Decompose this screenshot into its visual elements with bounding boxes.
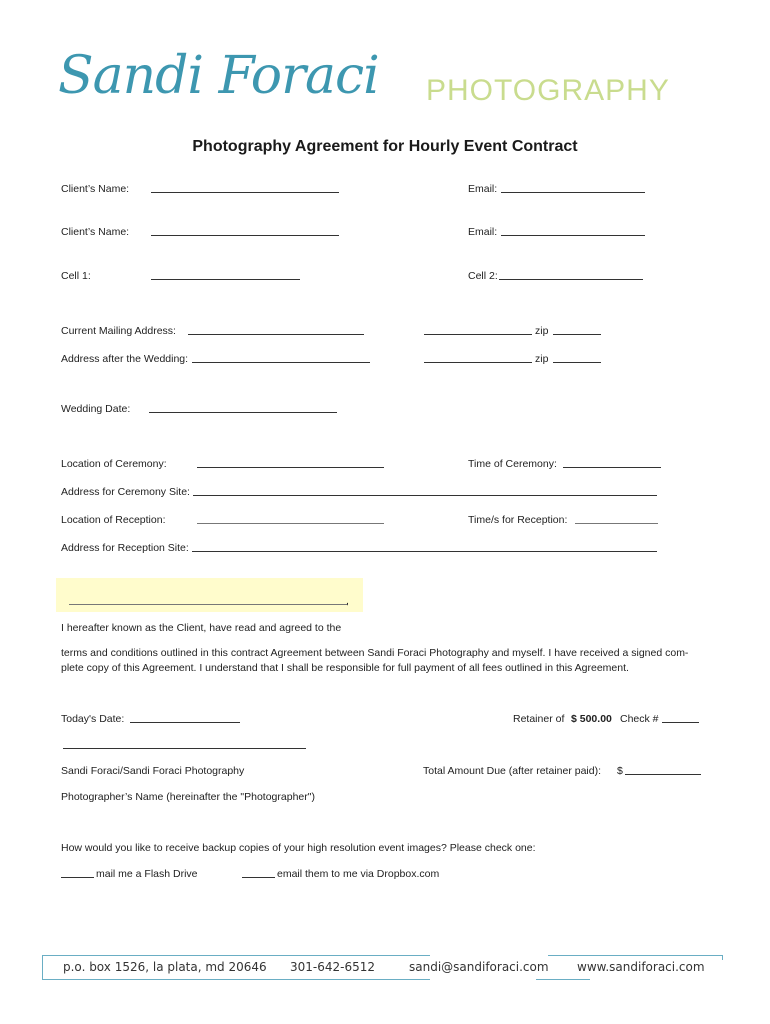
footer-border-left bbox=[42, 955, 43, 980]
zip-label: zip bbox=[535, 353, 549, 365]
flash-drive-option: mail me a Flash Drive bbox=[96, 868, 198, 880]
client-signature-box[interactable] bbox=[56, 578, 363, 612]
email-2-field[interactable] bbox=[501, 235, 645, 236]
cell-1-field[interactable] bbox=[151, 279, 300, 280]
time-ceremony-field[interactable] bbox=[563, 467, 661, 468]
location-ceremony-label: Location of Ceremony: bbox=[61, 458, 167, 470]
page-title: Photography Agreement for Hourly Event Contract bbox=[192, 138, 578, 155]
logo-photography-text: PHOTOGRAPHY bbox=[426, 74, 670, 107]
address-after-wedding-label: Address after the Wedding: bbox=[61, 353, 189, 365]
current-mailing-city-field[interactable] bbox=[424, 334, 532, 335]
footer-border-top-2 bbox=[290, 955, 430, 956]
footer-border-top-1 bbox=[42, 955, 294, 956]
client-name-2-label: Client’s Name: bbox=[61, 226, 130, 238]
footer-border-top-3 bbox=[548, 955, 723, 956]
comma: , bbox=[346, 595, 349, 607]
photographer-signature-line[interactable] bbox=[63, 748, 306, 749]
agreement-line-2: terms and conditions outlined in this contract Agreement between Sandi Foraci Photography and myself. I have received a signed com- bbox=[61, 647, 689, 659]
location-reception-label: Location of Reception: bbox=[61, 514, 166, 526]
wedding-date-field[interactable] bbox=[149, 412, 337, 413]
check-number-label: Check # bbox=[620, 713, 659, 725]
photographer-company: Sandi Foraci/Sandi Foraci Photography bbox=[61, 765, 245, 777]
footer-address: p.o. box 1526, la plata, md 20646 bbox=[63, 960, 267, 974]
flash-drive-checkbox-line[interactable] bbox=[61, 877, 94, 878]
dropbox-option: email them to me via Dropbox.com bbox=[277, 868, 440, 880]
location-ceremony-field[interactable] bbox=[197, 467, 384, 468]
agreement-line-3: plete copy of this Agreement. I understand that I shall be responsible for full payment of all fees outlined in this Agreement. bbox=[61, 662, 629, 674]
address-after-wedding-city-field[interactable] bbox=[424, 362, 532, 363]
footer-phone: 301-642-6512 bbox=[290, 960, 376, 974]
retainer-label: Retainer of bbox=[513, 713, 565, 725]
current-mailing-address-label: Current Mailing Address: bbox=[61, 325, 176, 337]
cell-1-label: Cell 1: bbox=[61, 270, 91, 282]
cell-2-label: Cell 2: bbox=[468, 270, 498, 282]
time-ceremony-label: Time of Ceremony: bbox=[468, 458, 557, 470]
photographer-name-label: Photographer’s Name (hereinafter the "Photographer") bbox=[61, 791, 315, 803]
email-1-label: Email: bbox=[468, 183, 498, 195]
current-mailing-address-field[interactable] bbox=[188, 334, 364, 335]
zip-label: zip bbox=[535, 325, 549, 337]
email-1-field[interactable] bbox=[501, 192, 645, 193]
dollar-sign: $ bbox=[617, 765, 623, 777]
cell-2-field[interactable] bbox=[499, 279, 643, 280]
address-after-wedding-field[interactable] bbox=[192, 362, 370, 363]
logo-script-text: Sandi Foraci bbox=[58, 46, 379, 106]
footer-website[interactable]: www.sandiforaci.com bbox=[577, 960, 705, 974]
agreement-line-1: I hereafter known as the Client, have read and agreed to the bbox=[61, 622, 342, 634]
location-reception-field[interactable] bbox=[197, 523, 384, 524]
time-reception-label: Time/s for Reception: bbox=[468, 514, 568, 526]
check-number-field[interactable] bbox=[662, 722, 699, 723]
client-name-1-field[interactable] bbox=[151, 192, 339, 193]
client-name-1-label: Client’s Name: bbox=[61, 183, 130, 195]
retainer-amount: $ 500.00 bbox=[571, 713, 612, 725]
address-after-wedding-zip-field[interactable] bbox=[553, 362, 601, 363]
backup-question: How would you like to receive backup copies of your high resolution event images? Please check one: bbox=[61, 842, 536, 854]
total-due-field[interactable] bbox=[625, 774, 701, 775]
email-2-label: Email: bbox=[468, 226, 498, 238]
footer-border-bottom-2 bbox=[536, 979, 590, 980]
wedding-date-label: Wedding Date: bbox=[61, 403, 131, 415]
client-signature-line[interactable] bbox=[69, 604, 348, 605]
client-name-2-field[interactable] bbox=[151, 235, 339, 236]
footer-email[interactable]: sandi@sandiforaci.com bbox=[409, 960, 549, 974]
address-reception-site-field[interactable] bbox=[192, 551, 657, 552]
total-due-label: Total Amount Due (after retainer paid): bbox=[423, 765, 602, 777]
current-mailing-zip-field[interactable] bbox=[553, 334, 601, 335]
address-ceremony-site-label: Address for Ceremony Site: bbox=[61, 486, 190, 498]
footer-border-bottom-1 bbox=[42, 979, 430, 980]
time-reception-field[interactable] bbox=[575, 523, 658, 524]
address-reception-site-label: Address for Reception Site: bbox=[61, 542, 189, 554]
todays-date-field[interactable] bbox=[130, 722, 240, 723]
address-ceremony-site-field[interactable] bbox=[193, 495, 657, 496]
todays-date-label: Today's Date: bbox=[61, 713, 125, 725]
dropbox-checkbox-line[interactable] bbox=[242, 877, 275, 878]
footer-border-right bbox=[722, 955, 723, 960]
